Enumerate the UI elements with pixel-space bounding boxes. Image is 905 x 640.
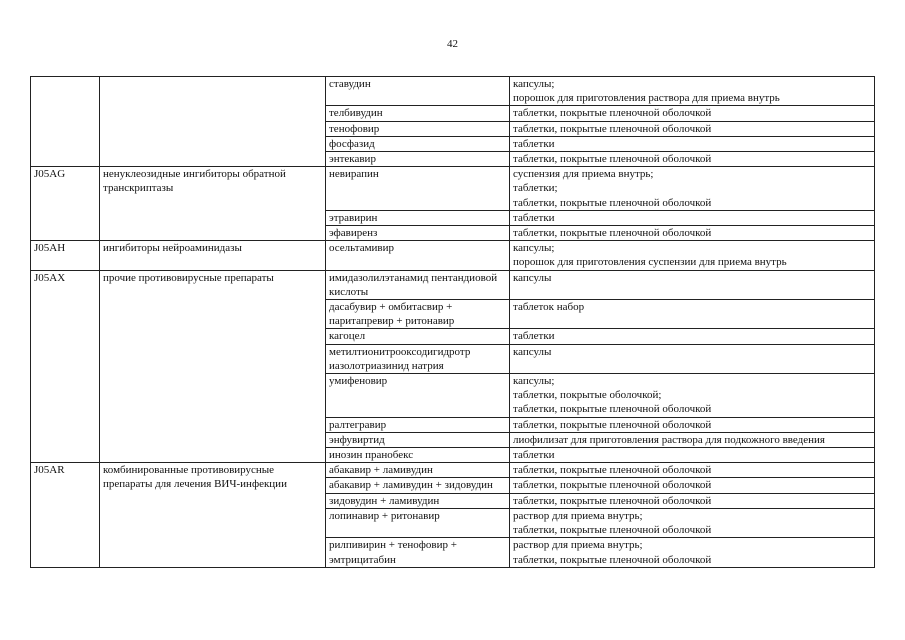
dosage-form-cell — [510, 167, 875, 211]
dosage-form-cell — [510, 374, 875, 418]
drug-name: тенофовир — [329, 122, 380, 135]
dosage-form: капсулы; — [513, 78, 555, 90]
dosage-form-cell — [510, 508, 875, 537]
atc-code-cell — [31, 270, 100, 463]
dosage-form: лиофилизат для приготовления раствора для подкожного введения — [513, 433, 825, 446]
group-name: прочие противовирусные препараты — [103, 271, 274, 284]
drug-name-cell — [326, 226, 510, 241]
dosage-form-cell — [510, 300, 875, 329]
drug-name: абакавир + ламивудин — [329, 464, 433, 477]
drug-name-cell — [326, 417, 510, 432]
atc-code: J05AG — [34, 168, 66, 181]
drug-name: фосфазид — [329, 137, 375, 150]
dosage-form-cell — [510, 152, 875, 167]
drug-name: осельтамивир — [329, 242, 395, 255]
group-cell — [100, 270, 326, 463]
drug-name-cell — [326, 106, 510, 121]
drug-name-cell — [326, 167, 510, 211]
drug-name-cell — [326, 241, 510, 270]
dosage-form-cell — [510, 136, 875, 151]
drug-name-cell — [326, 300, 510, 329]
dosage-form-cell — [510, 463, 875, 478]
dosage-form: таблетки, покрытые пленочной оболочкой — [513, 553, 712, 566]
dosage-form-cell — [510, 121, 875, 136]
dosage-form: таблетки — [513, 330, 555, 343]
drug-name: энтекавир — [329, 153, 376, 166]
atc-code-cell — [31, 167, 100, 241]
dosage-form: капсулы — [513, 345, 552, 358]
atc-code-cell — [31, 241, 100, 270]
dosage-form: таблетки — [513, 449, 555, 462]
dosage-form: таблетки, покрытые пленочной оболочкой — [513, 196, 712, 209]
dosage-form: таблетки, покрытые пленочной оболочкой — [513, 479, 712, 492]
drug-name: этравирин — [329, 211, 378, 224]
dosage-form: таблетки, покрытые пленочной оболочкой — [513, 153, 712, 166]
drug-table — [30, 76, 875, 568]
drug-name-cell — [326, 374, 510, 418]
atc-code-cell — [31, 463, 100, 567]
dosage-form-cell — [510, 448, 875, 463]
drug-name-cell — [326, 152, 510, 167]
dosage-form-cell — [510, 538, 875, 567]
dosage-form: капсулы; — [513, 375, 555, 388]
drug-name: энфувиртид — [329, 433, 385, 446]
group-name: ненуклеозидные ингибиторы обратной транскриптазы — [103, 168, 286, 195]
group-cell — [100, 167, 326, 241]
dosage-form: таблеток набор — [513, 301, 585, 314]
dosage-form: таблетки — [513, 137, 555, 150]
dosage-form: таблетки, покрытые пленочной оболочкой — [513, 494, 712, 507]
group-cell — [100, 463, 326, 567]
atc-code: J05AX — [34, 271, 66, 284]
dosage-form-cell — [510, 106, 875, 121]
page-number: 42 — [447, 38, 458, 50]
dosage-form: раствор для приема внутрь; — [513, 509, 643, 522]
dosage-form: суспензия для приема внутрь; — [513, 168, 654, 181]
atc-code: J05AR — [34, 464, 65, 477]
drug-name-cell — [326, 508, 510, 537]
drug-name-cell — [326, 463, 510, 478]
drug-name: кагоцел — [329, 330, 366, 343]
dosage-form-cell — [510, 493, 875, 508]
dosage-form: порошок для приготовления раствора для приема внутрь — [513, 92, 780, 105]
atc-code: J05AH — [34, 242, 66, 255]
drug-name-cell — [326, 77, 510, 106]
drug-name-cell — [326, 329, 510, 344]
drug-name-cell — [326, 478, 510, 493]
drug-name: рилпивирин + тенофовир + эмтрицитабин — [329, 539, 457, 566]
drug-name: умифеновир — [329, 375, 388, 388]
drug-name-cell — [326, 121, 510, 136]
dosage-form: таблетки, покрытые пленочной оболочкой — [513, 464, 712, 477]
dosage-form: капсулы; — [513, 242, 555, 255]
drug-name: ставудин — [329, 78, 371, 90]
dosage-form: таблетки, покрытые пленочной оболочкой — [513, 403, 712, 416]
drug-name: имидазолилэтанамид пентандиовой кислоты — [329, 271, 498, 298]
dosage-form-cell — [510, 344, 875, 373]
dosage-form: таблетки, покрытые пленочной оболочкой — [513, 524, 712, 537]
table-row — [31, 241, 875, 270]
drug-name: метилтионитрооксодигидротр иазолотриазинид натрия — [329, 345, 471, 372]
drug-name: невирапин — [329, 168, 379, 181]
table-row — [31, 167, 875, 211]
dosage-form: таблетки, покрытые оболочкой; — [513, 389, 662, 402]
dosage-form: таблетки, покрытые пленочной оболочкой — [513, 418, 712, 431]
dosage-form: порошок для приготовления суспензии для приема внутрь — [513, 256, 787, 269]
dosage-form-cell — [510, 329, 875, 344]
drug-name-cell — [326, 210, 510, 225]
drug-name-cell — [326, 270, 510, 299]
dosage-form-cell — [510, 432, 875, 447]
table-row — [31, 463, 875, 478]
group-name: комбинированные противовирусные препараты для лечения ВИЧ-инфекции — [103, 464, 287, 491]
dosage-form: раствор для приема внутрь; — [513, 539, 643, 552]
atc-code-cell — [31, 77, 100, 167]
dosage-form-cell — [510, 210, 875, 225]
group-cell — [100, 241, 326, 270]
dosage-form-cell — [510, 417, 875, 432]
drug-name: лопинавир + ритонавир — [329, 509, 440, 522]
drug-name: дасабувир + омбитасвир + паритапревир + ритонавир — [329, 301, 455, 328]
drug-name: зидовудин + ламивудин — [329, 494, 440, 507]
drug-name-cell — [326, 344, 510, 373]
drug-name-cell — [326, 538, 510, 567]
drug-name-cell — [326, 432, 510, 447]
dosage-form-cell — [510, 241, 875, 270]
drug-name-cell — [326, 136, 510, 151]
dosage-form: таблетки, покрытые пленочной оболочкой — [513, 122, 712, 135]
dosage-form-cell — [510, 270, 875, 299]
dosage-form: таблетки; — [513, 182, 558, 195]
drug-name: инозин пранобекс — [329, 449, 414, 462]
drug-name-cell — [326, 493, 510, 508]
dosage-form: таблетки, покрытые пленочной оболочкой — [513, 227, 712, 240]
group-name: ингибиторы нейроаминидазы — [103, 242, 242, 255]
dosage-form-cell — [510, 226, 875, 241]
drug-name: телбивудин — [329, 107, 383, 120]
group-cell — [100, 77, 326, 167]
drug-name: абакавир + ламивудин + зидовудин — [329, 479, 493, 492]
dosage-form-cell — [510, 478, 875, 493]
drug-name: ралтегравир — [329, 418, 387, 431]
table-row — [31, 270, 875, 299]
dosage-form: таблетки, покрытые пленочной оболочкой — [513, 107, 712, 120]
dosage-form-cell — [510, 77, 875, 106]
dosage-form: капсулы — [513, 271, 552, 284]
drug-name-cell — [326, 448, 510, 463]
dosage-form: таблетки — [513, 211, 555, 224]
table-row — [31, 77, 875, 106]
drug-name: эфавиренз — [329, 227, 378, 240]
